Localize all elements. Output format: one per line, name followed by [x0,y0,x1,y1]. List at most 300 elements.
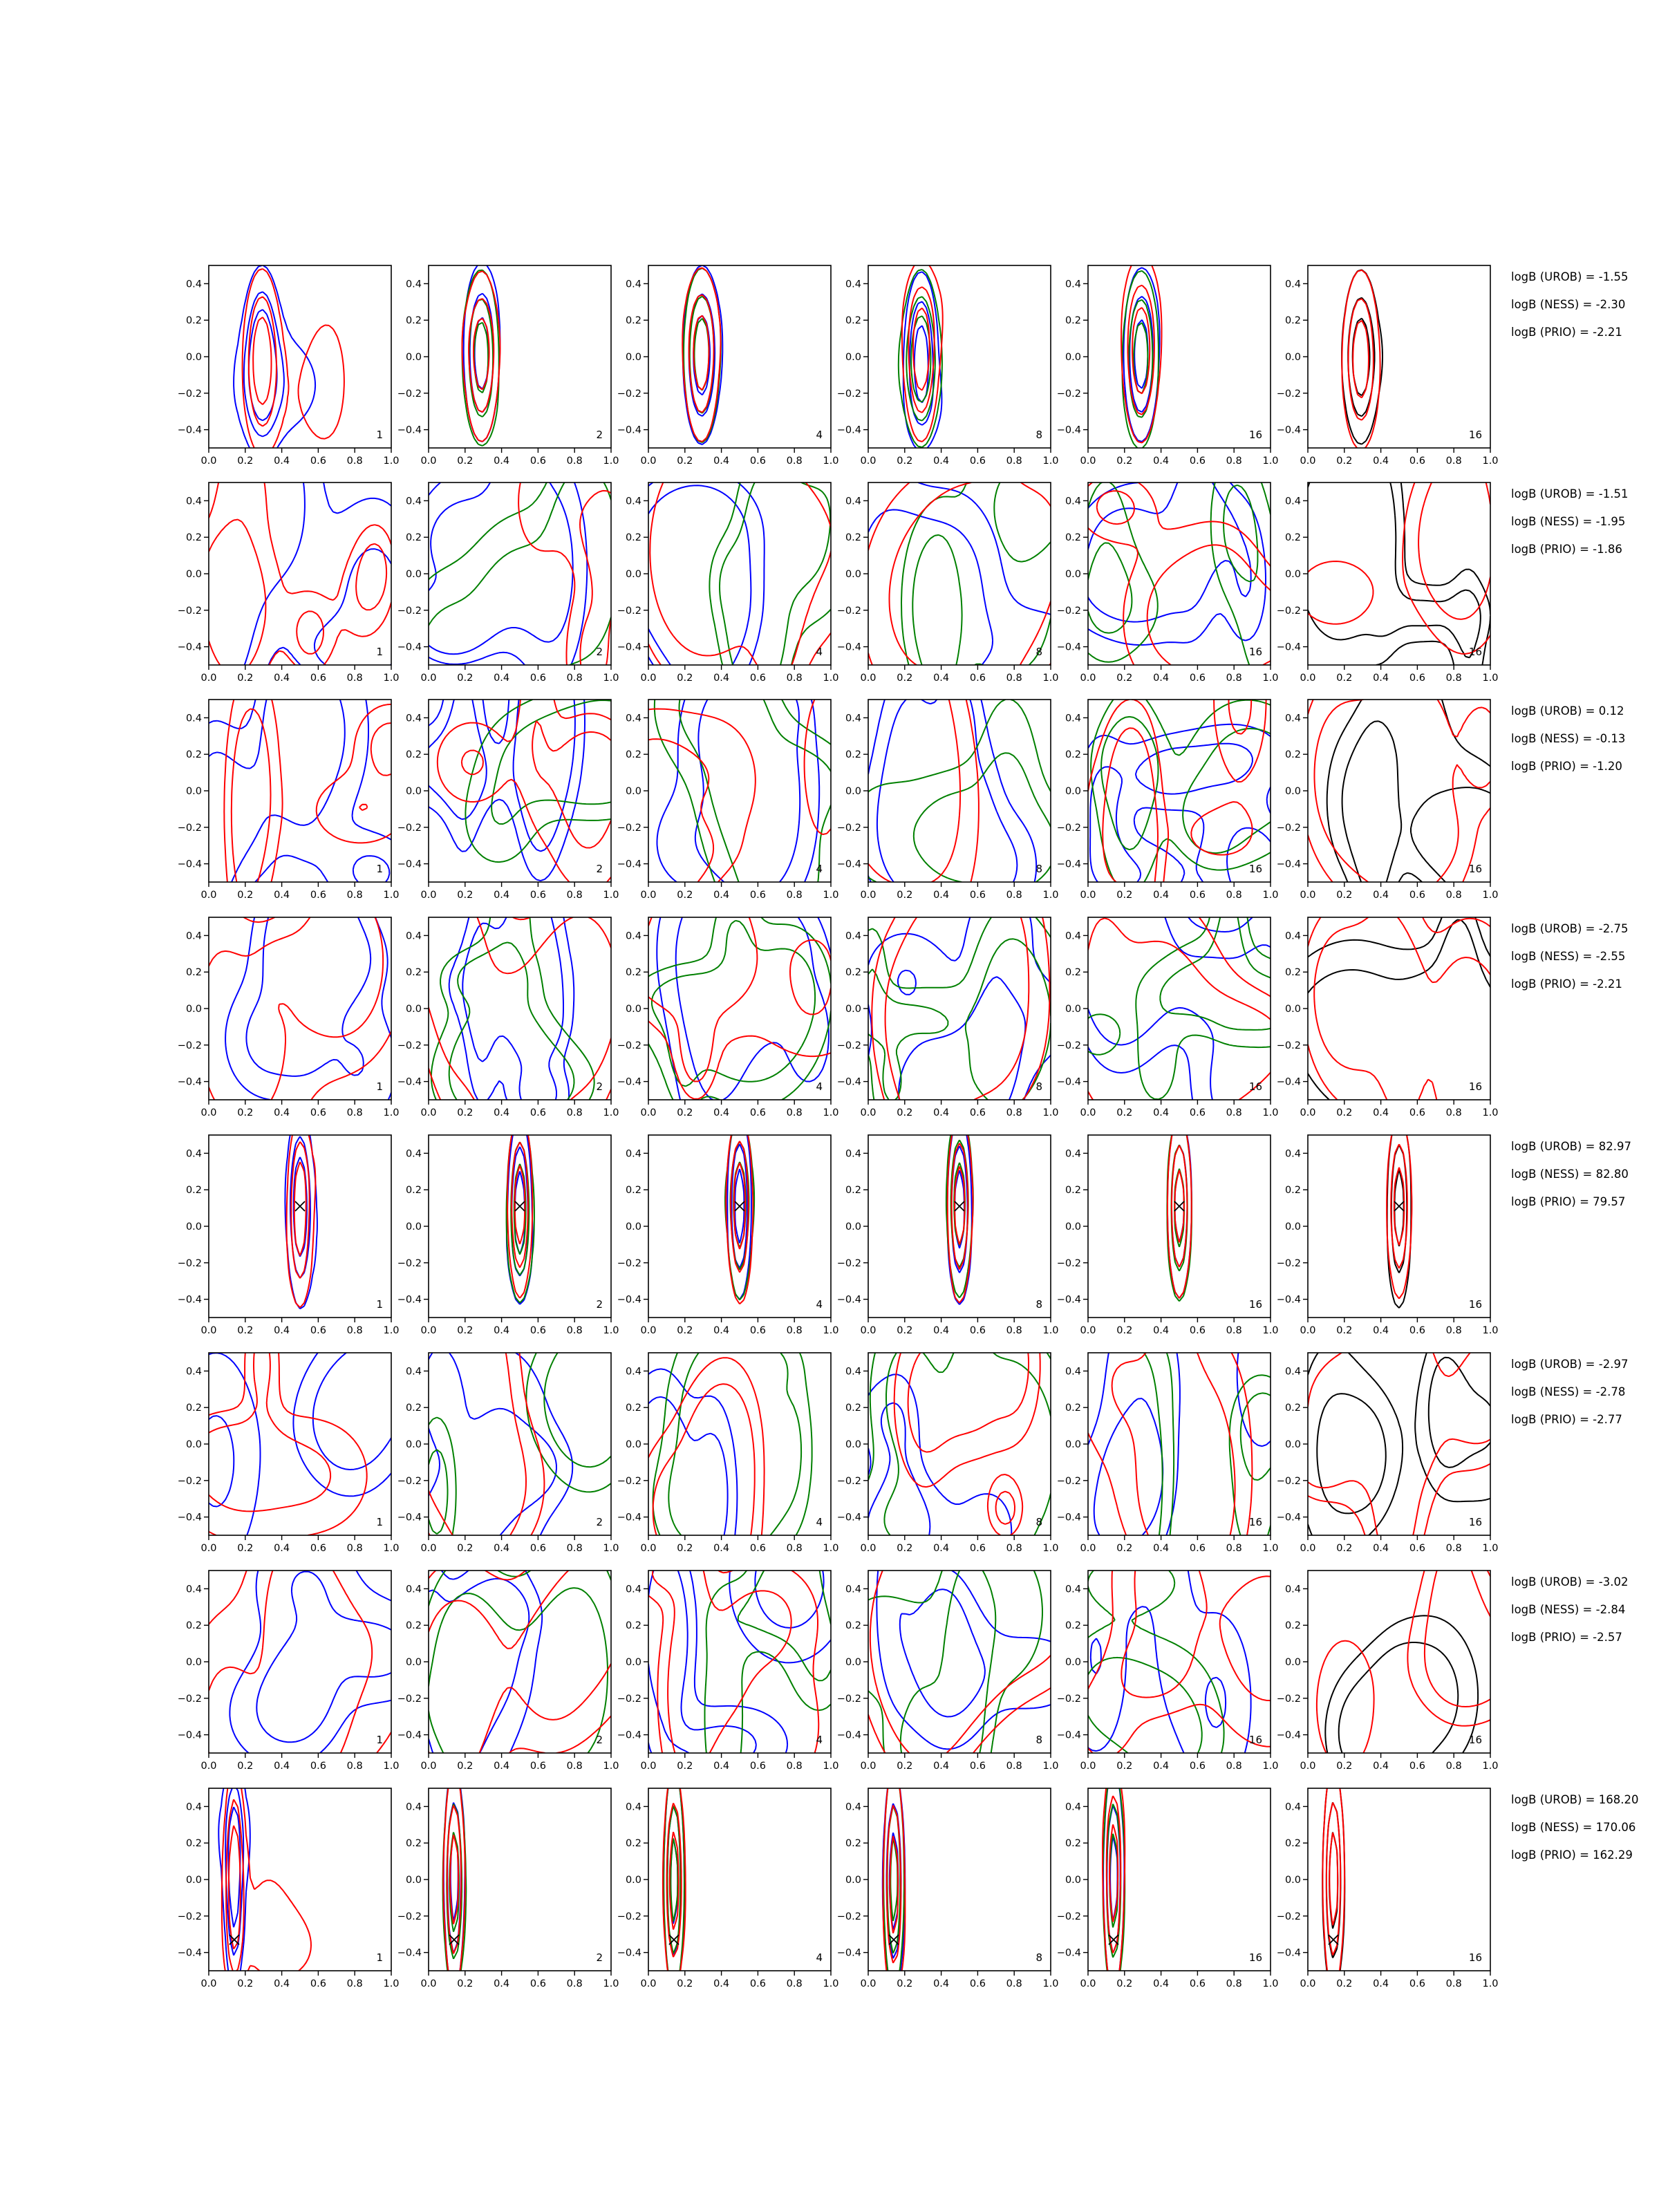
final-contour-level-1 [1308,1353,1490,1535]
panel-r8-c3 [617,1788,839,1989]
x-tick-label: 1.0 [1042,1543,1059,1554]
axes-frame [1308,1788,1490,1971]
x-tick-label: 1.0 [823,890,839,901]
ness-contour-level-2 [720,482,830,665]
x-tick-label: 0.2 [1336,673,1353,684]
y-tick-label: 0.0 [1284,1439,1301,1450]
x-tick-label: 0.2 [677,1761,693,1772]
prio-contour-level-2 [868,700,960,882]
y-tick-label: −0.2 [836,1693,861,1705]
x-tick-label: 0.8 [1226,890,1242,901]
y-tick-label: 0.4 [185,1801,202,1813]
urob-contour-level-2 [868,509,993,665]
panel-count-label: 16 [1468,1080,1482,1093]
y-tick-label: −0.4 [836,641,861,653]
logb-annotation: logB (UROB) = -1.55 [1511,270,1629,283]
x-tick-label: 0.4 [494,890,510,901]
prio-contour-level-1 [648,917,831,1099]
prio-contour-level-1 [222,1788,311,1971]
y-tick-label: 0.0 [1065,1221,1081,1232]
x-tick-label: 0.8 [1226,1978,1242,1989]
panel-r2-c2 [397,482,619,684]
prio-contour-level-3 [1329,1833,1338,1925]
axes-frame [209,482,391,665]
y-tick-label: 0.0 [1065,569,1081,580]
x-tick-label: 0.8 [1006,1543,1022,1554]
y-tick-label: 0.0 [625,1004,641,1015]
y-tick-label: −0.2 [836,1475,861,1487]
y-tick-label: −0.4 [177,1294,202,1306]
x-tick-label: 0.8 [1445,673,1462,684]
y-tick-label: 0.4 [185,279,202,290]
urob-contour-level-1 [1088,482,1266,645]
x-tick-label: 0.8 [1226,1761,1242,1772]
x-tick-label: 0.2 [237,1107,254,1118]
panel-r1-c2 [397,265,619,467]
prio-contour-level-2 [429,917,611,1100]
y-tick-label: 0.2 [405,1620,422,1632]
panel-count-label: 4 [816,429,823,441]
x-tick-label: 1.0 [383,890,400,901]
panel-count-label: 8 [1035,1516,1042,1528]
x-tick-label: 0.2 [237,1325,254,1336]
y-tick-label: 0.4 [625,1801,641,1813]
panel-count-label: 16 [1468,1298,1482,1311]
x-tick-label: 1.0 [383,1543,400,1554]
y-tick-label: 0.0 [845,1875,861,1886]
panel-count-label: 4 [816,1298,823,1311]
final-contour-level-1 [1325,1615,1478,1753]
y-tick-label: 0.4 [845,496,861,507]
y-tick-label: 0.0 [845,1439,861,1450]
prio-contour-level-1 [209,1571,391,1753]
x-tick-label: 0.0 [200,1761,217,1772]
prio-contour-level-1 [872,917,1049,1100]
contour-lines [209,700,391,882]
ness-contour-level-2 [668,1353,801,1535]
panel-r7-c3 [617,1571,839,1772]
prio-contour-level-3 [450,1835,458,1924]
x-tick-label: 0.8 [1006,456,1022,467]
x-tick-label: 0.6 [310,1107,326,1118]
x-tick-label: 0.0 [420,890,437,901]
contour-lines [1387,1135,1412,1308]
y-tick-label: 0.4 [1284,713,1301,724]
x-tick-label: 0.6 [749,1325,766,1336]
x-tick-label: 0.2 [677,456,693,467]
x-tick-label: 0.8 [1445,890,1462,901]
x-tick-label: 0.0 [640,673,657,684]
y-tick-label: −0.4 [836,1294,861,1306]
x-tick-label: 0.4 [274,1325,290,1336]
contour-lines [868,917,1051,1100]
y-tick-label: 0.2 [1065,1838,1081,1850]
y-tick-label: 0.0 [185,1875,202,1886]
x-tick-label: 0.8 [1226,1543,1242,1554]
x-tick-label: 0.8 [346,1325,363,1336]
x-tick-label: 0.6 [749,1107,766,1118]
y-tick-label: 0.4 [405,1584,422,1595]
x-tick-label: 0.6 [529,1325,546,1336]
final-contour-level-1 [1308,917,1490,957]
logb-annotation: logB (NESS) = -1.95 [1511,515,1626,528]
y-tick-label: 0.4 [405,1366,422,1378]
y-tick-label: −0.4 [397,1730,422,1741]
x-tick-label: 0.6 [969,890,986,901]
x-tick-label: 0.4 [933,1325,950,1336]
y-tick-label: 0.0 [1065,786,1081,797]
x-tick-label: 0.2 [677,1107,693,1118]
x-tick-label: 0.0 [640,1761,657,1772]
contour-lines [1088,917,1271,1100]
contour-lines [1308,917,1490,1100]
y-tick-label: −0.2 [397,388,422,400]
y-tick-label: 0.2 [405,532,422,544]
y-tick-label: 0.2 [625,1403,641,1414]
x-tick-label: 1.0 [1262,1761,1279,1772]
y-tick-label: −0.2 [617,605,641,617]
urob-contour-level-2 [676,917,829,1100]
urob-contour-level-1 [209,1353,391,1535]
prio-contour-level-3 [253,317,271,404]
y-tick-label: 0.4 [405,713,422,724]
x-tick-label: 0.2 [457,890,474,901]
y-tick-label: −0.4 [617,1076,641,1088]
x-tick-label: 0.8 [1006,673,1022,684]
y-tick-label: −0.2 [1056,1693,1081,1705]
prio-contour-level-2 [648,917,831,1081]
x-tick-label: 0.6 [310,1325,326,1336]
x-tick-label: 0.0 [200,890,217,901]
y-tick-label: −0.2 [836,1040,861,1051]
panel-r2-c3 [617,482,839,684]
axes-frame [868,265,1051,448]
y-tick-label: 0.0 [1284,569,1301,580]
y-tick-label: 0.2 [1065,315,1081,327]
y-tick-label: 0.4 [405,1801,422,1813]
y-tick-label: −0.2 [836,605,861,617]
y-tick-label: 0.2 [1065,1185,1081,1197]
y-tick-label: 0.2 [1284,749,1301,761]
urob-contour-level-1 [648,1369,737,1535]
urob-contour-level-1 [209,700,391,882]
x-tick-label: 1.0 [823,1107,839,1118]
panel-r2-c6 [1277,482,1499,684]
y-tick-label: 0.4 [185,1366,202,1378]
y-tick-label: −0.2 [836,388,861,400]
panel-count-label: 8 [1035,1734,1042,1746]
prio-contour-level-2 [429,1353,526,1535]
x-tick-label: 0.0 [640,1978,657,1989]
panel-count-label: 1 [376,1951,383,1964]
x-tick-label: 1.0 [383,1107,400,1118]
axes-frame [868,1788,1051,1971]
y-tick-label: −0.4 [1056,424,1081,436]
x-tick-label: 0.4 [713,1978,730,1989]
y-tick-label: 0.0 [1065,1875,1081,1886]
x-tick-label: 0.0 [640,1325,657,1336]
y-tick-label: 0.4 [625,713,641,724]
true-value-marker [955,1201,964,1211]
y-tick-label: 0.2 [185,1620,202,1632]
logb-annotation: logB (PRIO) = 162.29 [1511,1848,1633,1862]
x-tick-label: 0.0 [640,456,657,467]
y-tick-label: −0.2 [617,1693,641,1705]
x-tick-label: 0.0 [420,1761,437,1772]
contour-lines [429,1571,611,1753]
x-tick-label: 0.2 [237,456,254,467]
y-tick-label: 0.4 [1065,1148,1081,1160]
x-tick-label: 0.8 [1445,456,1462,467]
y-tick-label: 0.4 [405,496,422,507]
urob-contour-level-1 [225,917,391,1100]
prio-contour-level-2 [1418,482,1490,619]
y-tick-label: 0.0 [185,1221,202,1232]
y-tick-label: 0.2 [1284,315,1301,327]
y-tick-label: 0.2 [1284,1838,1301,1850]
x-tick-label: 0.8 [1006,1325,1022,1336]
x-tick-label: 0.6 [1409,1543,1425,1554]
contour-lines [1088,1353,1271,1535]
contour-lines [868,1571,1051,1753]
x-tick-label: 0.4 [933,1761,950,1772]
y-tick-label: 0.0 [1284,786,1301,797]
x-tick-label: 0.6 [1189,1325,1206,1336]
y-tick-label: −0.2 [397,1693,422,1705]
panel-r5-c3 [617,1135,839,1336]
x-tick-label: 0.8 [346,456,363,467]
panel-r8-c6 [1277,1788,1499,1989]
x-tick-label: 1.0 [603,1107,619,1118]
y-tick-label: −0.4 [836,1076,861,1088]
y-tick-label: 0.2 [845,532,861,544]
y-tick-label: −0.2 [177,822,202,834]
logb-annotation: logB (UROB) = -2.75 [1511,922,1629,935]
x-tick-label: 0.4 [494,1978,510,1989]
x-tick-label: 0.8 [566,1107,583,1118]
axes-frame [1088,1788,1271,1971]
x-tick-label: 0.6 [1409,1978,1425,1989]
x-tick-label: 0.6 [1409,456,1425,467]
contour-lines [429,700,611,882]
x-tick-label: 0.6 [969,1107,986,1118]
x-tick-label: 1.0 [1262,1978,1279,1989]
x-tick-label: 0.4 [1153,1107,1170,1118]
panel-count-label: 2 [596,1080,603,1093]
prio-contour-level-2 [1308,1353,1490,1535]
contour-lines [429,1353,611,1535]
y-tick-label: −0.4 [397,641,422,653]
axes-frame [1308,917,1490,1100]
y-tick-label: 0.2 [1284,1620,1301,1632]
x-tick-label: 0.6 [1189,456,1206,467]
panel-r4-c3 [617,917,839,1118]
panel-r5-c6 [1277,1135,1499,1336]
x-tick-label: 0.6 [310,673,326,684]
y-tick-label: 0.4 [625,496,641,507]
panel-r1-c5 [1057,265,1279,467]
urob-contour-level-1 [648,482,765,665]
contour-lines [1103,1788,1125,1971]
axes-frame [1088,700,1271,882]
final-contour-level-2 [1342,721,1490,882]
x-tick-label: 0.0 [1080,1107,1096,1118]
panel-count-label: 16 [1468,429,1482,441]
x-tick-label: 0.2 [1336,1978,1353,1989]
y-tick-label: 0.0 [405,1657,422,1668]
y-tick-label: −0.2 [617,1257,641,1269]
y-tick-label: 0.2 [185,749,202,761]
axes-frame [1088,482,1271,665]
y-tick-label: 0.0 [185,786,202,797]
x-tick-label: 0.2 [677,1978,693,1989]
prio-contour-level-2 [890,482,1051,665]
y-tick-label: 0.2 [845,967,861,979]
y-tick-label: 0.0 [625,352,641,363]
contour-lines [507,1135,534,1304]
y-tick-label: 0.2 [845,1838,861,1850]
panel-r3-c1 [178,700,400,901]
final-contour-level-2 [1308,482,1481,657]
y-tick-label: 0.2 [1284,532,1301,544]
y-tick-label: 0.2 [185,1838,202,1850]
y-tick-label: −0.4 [1276,1947,1301,1959]
y-tick-label: 0.4 [1065,713,1081,724]
y-tick-label: −0.4 [1276,424,1301,436]
x-tick-label: 0.4 [274,1107,290,1118]
y-tick-label: 0.2 [625,532,641,544]
true-value-marker [515,1201,525,1211]
x-tick-label: 0.2 [677,1543,693,1554]
y-tick-label: −0.2 [1276,605,1301,617]
urob-contour-level-2 [695,700,800,882]
y-tick-label: 0.4 [625,930,641,942]
y-tick-label: 0.4 [1284,930,1301,942]
x-tick-label: 0.4 [274,1543,290,1554]
y-tick-label: −0.4 [1056,641,1081,653]
x-tick-label: 1.0 [1262,890,1279,901]
y-tick-label: 0.0 [625,786,641,797]
axes-frame [1308,1135,1490,1318]
x-tick-label: 0.0 [200,673,217,684]
x-tick-label: 0.6 [529,1761,546,1772]
urob-contour-level-2 [209,1353,391,1507]
urob-contour-level-2 [1088,482,1251,622]
y-tick-label: −0.2 [1056,388,1081,400]
y-tick-label: 0.0 [405,1004,422,1015]
final-contour-level-1 [1376,482,1490,665]
prio-contour-level-3 [1353,321,1369,398]
y-tick-label: −0.4 [177,424,202,436]
y-tick-label: 0.2 [185,532,202,544]
x-tick-label: 1.0 [1482,456,1499,467]
panel-count-label: 1 [376,429,383,441]
x-tick-label: 0.4 [1153,1325,1170,1336]
y-tick-label: 0.2 [1284,1403,1301,1414]
x-tick-label: 0.8 [346,1543,363,1554]
x-tick-label: 0.4 [1373,1978,1389,1989]
y-tick-label: 0.0 [1065,1439,1081,1450]
y-tick-label: 0.2 [1065,1620,1081,1632]
x-tick-label: 1.0 [1482,1325,1499,1336]
x-tick-label: 0.0 [1300,890,1316,901]
panel-r7-c1 [178,1571,400,1772]
x-tick-label: 0.8 [346,1761,363,1772]
y-tick-label: 0.0 [1284,1657,1301,1668]
y-tick-label: −0.4 [177,1076,202,1088]
y-tick-label: 0.4 [845,1366,861,1378]
panel-r8-c2 [397,1788,619,1989]
axes-frame [429,1788,611,1971]
x-tick-label: 0.2 [237,1761,254,1772]
x-tick-label: 0.6 [1189,1978,1206,1989]
panel-count-label: 16 [1248,1734,1262,1746]
panel-r4-c6 [1277,917,1499,1118]
x-tick-label: 1.0 [1482,890,1499,901]
prio-contour-level-2 [1107,1796,1121,1953]
x-tick-label: 0.6 [529,673,546,684]
y-tick-label: −0.2 [617,1475,641,1487]
ness-contour-level-1 [429,1353,611,1535]
x-tick-label: 1.0 [383,456,400,467]
axes-frame [1308,700,1490,882]
y-tick-label: 0.4 [405,930,422,942]
y-tick-label: −0.2 [397,605,422,617]
x-tick-label: 0.2 [897,1325,913,1336]
y-tick-label: 0.0 [185,1439,202,1450]
urob-contour-level-2 [877,700,1018,882]
y-tick-label: −0.2 [1276,1040,1301,1051]
x-tick-label: 1.0 [1262,1107,1279,1118]
contour-lines [209,917,391,1100]
x-tick-label: 0.6 [310,456,326,467]
panel-count-label: 4 [816,1734,823,1746]
prio-contour-level-3 [474,319,489,390]
urob-contour-level-2 [648,1397,728,1535]
contour-lines [868,1353,1051,1535]
x-tick-label: 0.6 [1409,890,1425,901]
y-tick-label: −0.2 [836,822,861,834]
y-tick-label: −0.2 [836,1257,861,1269]
x-tick-label: 0.4 [713,456,730,467]
y-tick-label: −0.4 [1056,1512,1081,1524]
urob-contour-level-1 [1088,1353,1271,1535]
y-tick-label: 0.4 [185,713,202,724]
x-tick-label: 0.2 [1116,890,1133,901]
x-tick-label: 0.4 [274,456,290,467]
x-tick-label: 0.8 [566,456,583,467]
x-tick-label: 0.0 [1300,1761,1316,1772]
contour-lines [648,482,831,665]
prio-contour-level-2 [885,917,1029,1100]
x-tick-label: 0.6 [749,1978,766,1989]
panel-count-label: 16 [1248,1516,1262,1528]
panel-r6-c5 [1057,1353,1279,1554]
panel-count-label: 8 [1035,863,1042,875]
x-tick-label: 0.0 [1300,1543,1316,1554]
y-tick-label: 0.4 [185,1584,202,1595]
y-tick-label: 0.4 [845,930,861,942]
contour-lines [648,700,831,882]
x-tick-label: 0.6 [749,673,766,684]
y-tick-label: 0.0 [625,1221,641,1232]
x-tick-label: 0.8 [1445,1107,1462,1118]
axes-frame [209,917,391,1100]
prio-contour-level-1 [1308,482,1490,654]
x-tick-label: 0.6 [969,1325,986,1336]
y-tick-label: −0.2 [397,1911,422,1922]
prio-contour-level-2 [1315,700,1491,882]
